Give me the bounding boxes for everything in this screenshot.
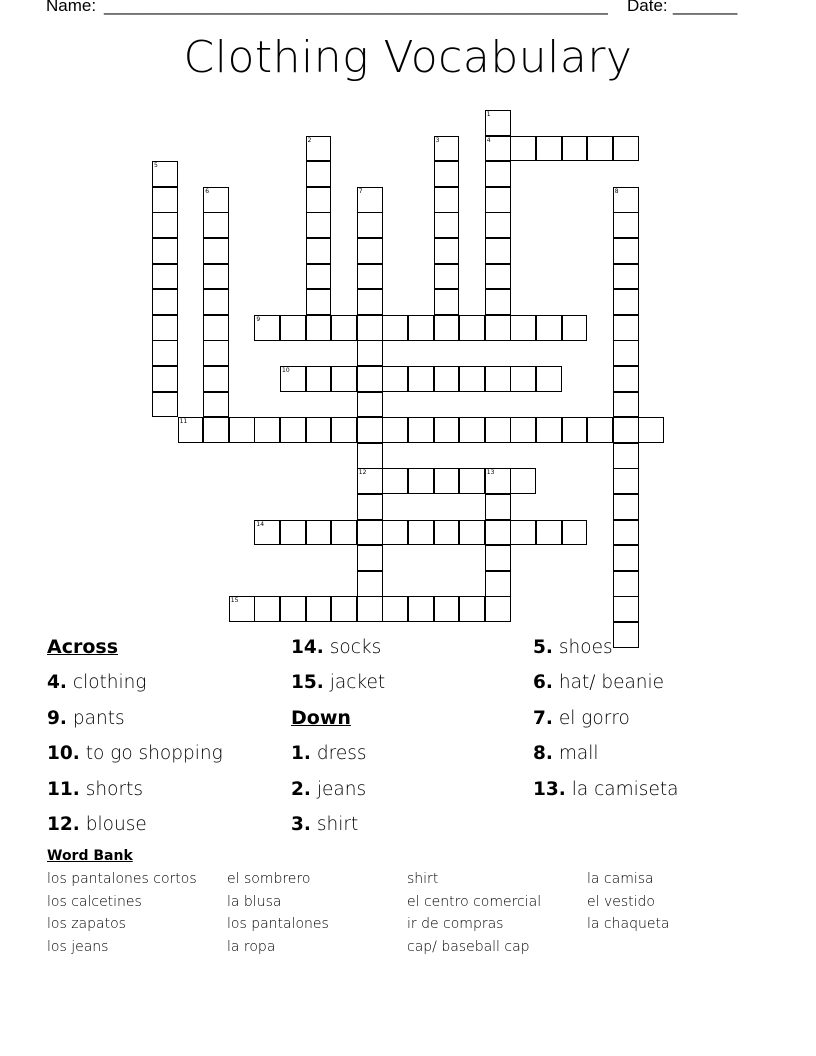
clue-text: la camiseta <box>571 778 679 800</box>
crossword-cell[interactable] <box>280 417 306 443</box>
name-field-line[interactable]: _______________________________________________________ <box>104 0 608 15</box>
crossword-cell[interactable] <box>357 443 383 469</box>
crossword-cell[interactable] <box>434 161 460 187</box>
crossword-cell[interactable] <box>485 289 511 315</box>
crossword-cell[interactable] <box>536 520 562 546</box>
clue-number: 3. <box>291 813 311 835</box>
crossword-cell[interactable] <box>613 468 639 494</box>
crossword-cell[interactable] <box>306 417 332 443</box>
crossword-cell[interactable] <box>459 596 485 622</box>
clue-number-label: 8 <box>614 187 619 195</box>
crossword-cell[interactable] <box>434 417 460 443</box>
crossword-cell[interactable] <box>485 596 511 622</box>
crossword-cell[interactable] <box>459 520 485 546</box>
crossword-cell[interactable] <box>613 238 639 264</box>
crossword-cell[interactable] <box>562 520 588 546</box>
crossword-cell[interactable] <box>408 468 434 494</box>
crossword-cell[interactable] <box>485 212 511 238</box>
crossword-cell[interactable] <box>459 417 485 443</box>
clue-down-1 <box>291 736 385 771</box>
crossword-cell[interactable] <box>331 417 357 443</box>
name-label: Name: <box>46 0 97 15</box>
clue-number: 13. <box>533 778 566 800</box>
clue-across-14 <box>291 630 385 665</box>
clue-down-2 <box>291 772 385 807</box>
crossword-cell[interactable] <box>152 315 178 341</box>
crossword-cell[interactable] <box>434 596 460 622</box>
crossword-cell[interactable] <box>485 468 511 494</box>
word-bank-title: Word Bank <box>47 848 133 864</box>
crossword-cell[interactable] <box>306 289 332 315</box>
clue-number: 14. <box>291 637 324 658</box>
crossword-cell[interactable] <box>485 110 511 136</box>
crossword-cell[interactable] <box>306 212 332 238</box>
crossword-cell[interactable] <box>306 366 332 392</box>
clue-down-7 <box>533 701 678 736</box>
across-heading: Across <box>47 636 119 658</box>
word-bank-item: los zapatos <box>47 916 126 933</box>
crossword-cell[interactable] <box>357 212 383 238</box>
word-bank-item: la ropa <box>227 938 276 955</box>
crossword-cell[interactable] <box>485 366 511 392</box>
clue-number-label: 10 <box>282 367 290 374</box>
clue-number: 15. <box>291 672 324 694</box>
word-bank-item: los jeans <box>47 938 109 955</box>
clue-text: jacket <box>329 672 386 694</box>
crossword-cell[interactable] <box>459 315 485 341</box>
crossword-cell[interactable] <box>434 366 460 392</box>
crossword-cell[interactable] <box>536 315 562 341</box>
crossword-cell[interactable] <box>331 596 357 622</box>
crossword-cell[interactable] <box>613 545 639 571</box>
crossword-cell[interactable] <box>510 315 536 341</box>
crossword-cell[interactable] <box>254 315 280 341</box>
crossword-cell[interactable] <box>306 136 332 162</box>
crossword-cell[interactable] <box>613 340 639 366</box>
crossword-cell[interactable] <box>203 212 229 238</box>
crossword-cell[interactable] <box>357 264 383 290</box>
crossword-cell[interactable] <box>357 571 383 597</box>
crossword-cell[interactable] <box>152 289 178 315</box>
clue-number: 12. <box>47 813 80 835</box>
crossword-cell[interactable] <box>485 571 511 597</box>
crossword-cell[interactable] <box>510 520 536 546</box>
crossword-cell[interactable] <box>485 545 511 571</box>
crossword-cell[interactable] <box>485 315 511 341</box>
crossword-cell[interactable] <box>434 315 460 341</box>
crossword-cell[interactable] <box>510 136 536 162</box>
crossword-cell[interactable] <box>229 417 255 443</box>
crossword-cell[interactable] <box>152 187 178 213</box>
crossword-cell[interactable] <box>357 187 383 213</box>
crossword-cell[interactable] <box>357 366 383 392</box>
crossword-cell[interactable] <box>382 315 408 341</box>
crossword-cell[interactable] <box>203 315 229 341</box>
clue-text: shorts <box>85 778 143 800</box>
clue-down-5 <box>533 630 678 665</box>
clue-number: 6. <box>533 672 553 694</box>
crossword-cell[interactable] <box>485 417 511 443</box>
crossword-cell[interactable] <box>306 187 332 213</box>
word-bank-column-3 <box>407 868 541 958</box>
crossword-cell[interactable] <box>382 520 408 546</box>
clue-text: dress <box>316 743 367 765</box>
crossword-cell[interactable] <box>587 417 613 443</box>
crossword-cell[interactable] <box>178 417 204 443</box>
clue-across-12 <box>47 807 223 842</box>
clue-text: jeans <box>316 778 367 800</box>
word-bank-column-4 <box>587 868 670 936</box>
clue-number: 9. <box>47 707 67 729</box>
clue-across-11 <box>47 772 223 807</box>
crossword-cell[interactable] <box>306 161 332 187</box>
clue-number: 7. <box>533 707 553 729</box>
crossword-cell[interactable] <box>331 366 357 392</box>
crossword-cell[interactable] <box>152 212 178 238</box>
crossword-cell[interactable] <box>203 289 229 315</box>
crossword-cell[interactable] <box>152 238 178 264</box>
word-bank-item: la blusa <box>227 893 282 910</box>
clue-number-label: 15 <box>230 597 239 605</box>
clue-number-label: 9 <box>256 315 261 323</box>
clue-across-15 <box>291 665 385 700</box>
word-bank-item: el sombrero <box>227 871 311 887</box>
clue-number: 10. <box>47 743 80 765</box>
crossword-cell[interactable] <box>306 520 332 546</box>
crossword-cell[interactable] <box>434 136 460 162</box>
crossword-cell[interactable] <box>408 315 434 341</box>
crossword-cell[interactable] <box>510 417 536 443</box>
clue-number: 4. <box>47 672 67 694</box>
crossword-cell[interactable] <box>587 136 613 162</box>
clue-down-6 <box>533 665 678 700</box>
crossword-cell[interactable] <box>485 264 511 290</box>
crossword-cell[interactable] <box>562 417 588 443</box>
clue-text: el gorro <box>558 707 630 729</box>
clues-column-1 <box>47 630 223 842</box>
crossword-cell[interactable] <box>331 520 357 546</box>
crossword-cell[interactable] <box>613 366 639 392</box>
crossword-cell[interactable] <box>152 366 178 392</box>
clue-across-4 <box>47 665 223 700</box>
crossword-cell[interactable] <box>613 571 639 597</box>
word-bank-item: cap/ baseball cap <box>407 938 530 955</box>
word-bank-item: ir de compras <box>407 916 504 933</box>
crossword-cell[interactable] <box>357 417 383 443</box>
crossword-cell[interactable] <box>203 340 229 366</box>
crossword-cell[interactable] <box>562 315 588 341</box>
word-bank-item: la camisa <box>587 871 654 887</box>
crossword-cell[interactable] <box>485 187 511 213</box>
crossword-cell[interactable] <box>357 392 383 418</box>
crossword-cell[interactable] <box>306 238 332 264</box>
crossword-cell[interactable] <box>306 264 332 290</box>
crossword-cell[interactable] <box>152 161 178 187</box>
crossword-cell[interactable] <box>254 520 280 546</box>
crossword-cell[interactable] <box>152 340 178 366</box>
crossword-cell[interactable] <box>613 136 639 162</box>
clue-text: socks <box>329 637 382 658</box>
crossword-cell[interactable] <box>280 520 306 546</box>
crossword-cell[interactable] <box>280 596 306 622</box>
word-bank-item: los pantalones <box>227 916 329 933</box>
crossword-cell[interactable] <box>306 315 332 341</box>
clue-down-13 <box>533 772 678 807</box>
clues-column-3 <box>533 630 678 807</box>
crossword-cell[interactable] <box>613 392 639 418</box>
crossword-cell[interactable] <box>357 315 383 341</box>
crossword-cell[interactable] <box>408 520 434 546</box>
worksheet-title: Clothing Vocabulary <box>183 32 633 83</box>
clue-across-10 <box>47 736 223 771</box>
crossword-cell[interactable] <box>434 468 460 494</box>
crossword-cell[interactable] <box>613 289 639 315</box>
clues-column-2 <box>291 630 385 842</box>
clue-text: shirt <box>316 813 359 835</box>
crossword-cell[interactable] <box>408 596 434 622</box>
clue-number: 5. <box>533 637 553 658</box>
crossword-cell[interactable] <box>613 212 639 238</box>
date-label: Date: <box>627 0 668 15</box>
crossword-cell[interactable] <box>152 392 178 418</box>
clue-number-label: 5 <box>154 162 158 170</box>
clue-number-label: 13 <box>486 469 495 477</box>
crossword-cell[interactable] <box>306 596 332 622</box>
crossword-cell[interactable] <box>434 212 460 238</box>
crossword-cell[interactable] <box>357 520 383 546</box>
clue-number: 8. <box>533 743 553 765</box>
clue-number-label: 12 <box>358 469 367 477</box>
crossword-cell[interactable] <box>485 161 511 187</box>
word-bank-item: shirt <box>407 871 439 887</box>
crossword-cell[interactable] <box>203 238 229 264</box>
clue-text: hat/ beanie <box>558 672 665 694</box>
clue-number: 11. <box>47 778 80 800</box>
crossword-cell[interactable] <box>203 187 229 213</box>
clue-number-label: 7 <box>358 187 363 195</box>
crossword-cell[interactable] <box>613 443 639 469</box>
crossword-cell[interactable] <box>203 366 229 392</box>
clue-number-label: 11 <box>179 418 188 426</box>
crossword-cell[interactable] <box>203 264 229 290</box>
clue-number-label: 14 <box>256 520 265 528</box>
clue-number-label: 6 <box>205 187 210 195</box>
crossword-cell[interactable] <box>613 596 639 622</box>
crossword-cell[interactable] <box>613 315 639 341</box>
clue-across-9 <box>47 701 223 736</box>
clue-number-label: 1 <box>486 111 491 118</box>
clue-down-3 <box>291 807 385 842</box>
crossword-cell[interactable] <box>254 596 280 622</box>
crossword-cell[interactable] <box>382 366 408 392</box>
clue-text: blouse <box>85 813 147 835</box>
crossword-cell[interactable] <box>280 315 306 341</box>
clue-down-8 <box>533 736 678 771</box>
clue-number: 1. <box>291 743 311 765</box>
crossword-cell[interactable] <box>357 468 383 494</box>
clue-text: shoes <box>558 637 613 658</box>
clue-number-label: 4 <box>486 136 491 144</box>
crossword-cell[interactable] <box>434 187 460 213</box>
crossword-cell[interactable] <box>357 238 383 264</box>
clue-text: clothing <box>72 672 147 694</box>
crossword-cell[interactable] <box>229 596 255 622</box>
crossword-cell[interactable] <box>280 366 306 392</box>
crossword-cell[interactable] <box>203 417 229 443</box>
crossword-cell[interactable] <box>408 366 434 392</box>
clue-text: to go shopping <box>85 743 223 765</box>
crossword-cell[interactable] <box>459 468 485 494</box>
word-bank-column-1 <box>47 868 197 958</box>
crossword-cell[interactable] <box>434 289 460 315</box>
crossword-cell[interactable] <box>357 545 383 571</box>
crossword-cell[interactable] <box>510 468 536 494</box>
crossword-cell[interactable] <box>510 366 536 392</box>
crossword-cell[interactable] <box>536 417 562 443</box>
crossword-cell[interactable] <box>613 520 639 546</box>
crossword-cell[interactable] <box>357 494 383 520</box>
clue-text: mall <box>558 743 599 765</box>
crossword-cell[interactable] <box>638 417 664 443</box>
crossword-cell[interactable] <box>357 289 383 315</box>
crossword-cell[interactable] <box>485 520 511 546</box>
crossword-cell[interactable] <box>459 366 485 392</box>
word-bank-item: el centro comercial <box>407 893 542 910</box>
crossword-cell[interactable] <box>331 315 357 341</box>
crossword-cell[interactable] <box>382 596 408 622</box>
crossword-cell[interactable] <box>613 264 639 290</box>
crossword-cell[interactable] <box>434 264 460 290</box>
crossword-cell[interactable] <box>203 392 229 418</box>
crossword-cell[interactable] <box>613 417 639 443</box>
crossword-cell[interactable] <box>357 340 383 366</box>
crossword-cell[interactable] <box>254 417 280 443</box>
crossword-cell[interactable] <box>408 417 434 443</box>
crossword-cell[interactable] <box>485 136 511 162</box>
clue-text: pants <box>72 707 125 729</box>
date-field-line[interactable]: _______ <box>673 0 738 15</box>
word-bank-item: los calcetines <box>47 893 142 910</box>
clue-number-label: 3 <box>435 136 440 144</box>
word-bank-column-2 <box>227 868 329 958</box>
crossword-cell[interactable] <box>613 494 639 520</box>
crossword-cell[interactable] <box>536 366 562 392</box>
crossword-cell[interactable] <box>434 238 460 264</box>
clue-number-label: 2 <box>307 136 312 144</box>
crossword-cell[interactable] <box>485 494 511 520</box>
down-heading: Down <box>291 706 351 729</box>
crossword-cell[interactable] <box>485 238 511 264</box>
word-bank-item: la chaqueta <box>587 916 670 933</box>
crossword-cell[interactable] <box>152 264 178 290</box>
crossword-cell[interactable] <box>613 187 639 213</box>
crossword-cell[interactable] <box>382 417 408 443</box>
crossword-cell[interactable] <box>382 468 408 494</box>
word-bank-item: el vestido <box>587 893 655 910</box>
crossword-cell[interactable] <box>562 136 588 162</box>
crossword-cell[interactable] <box>536 136 562 162</box>
crossword-cell[interactable] <box>357 596 383 622</box>
crossword-cell[interactable] <box>434 520 460 546</box>
clue-number: 2. <box>291 778 311 800</box>
word-bank-item: los pantalones cortos <box>47 871 197 887</box>
